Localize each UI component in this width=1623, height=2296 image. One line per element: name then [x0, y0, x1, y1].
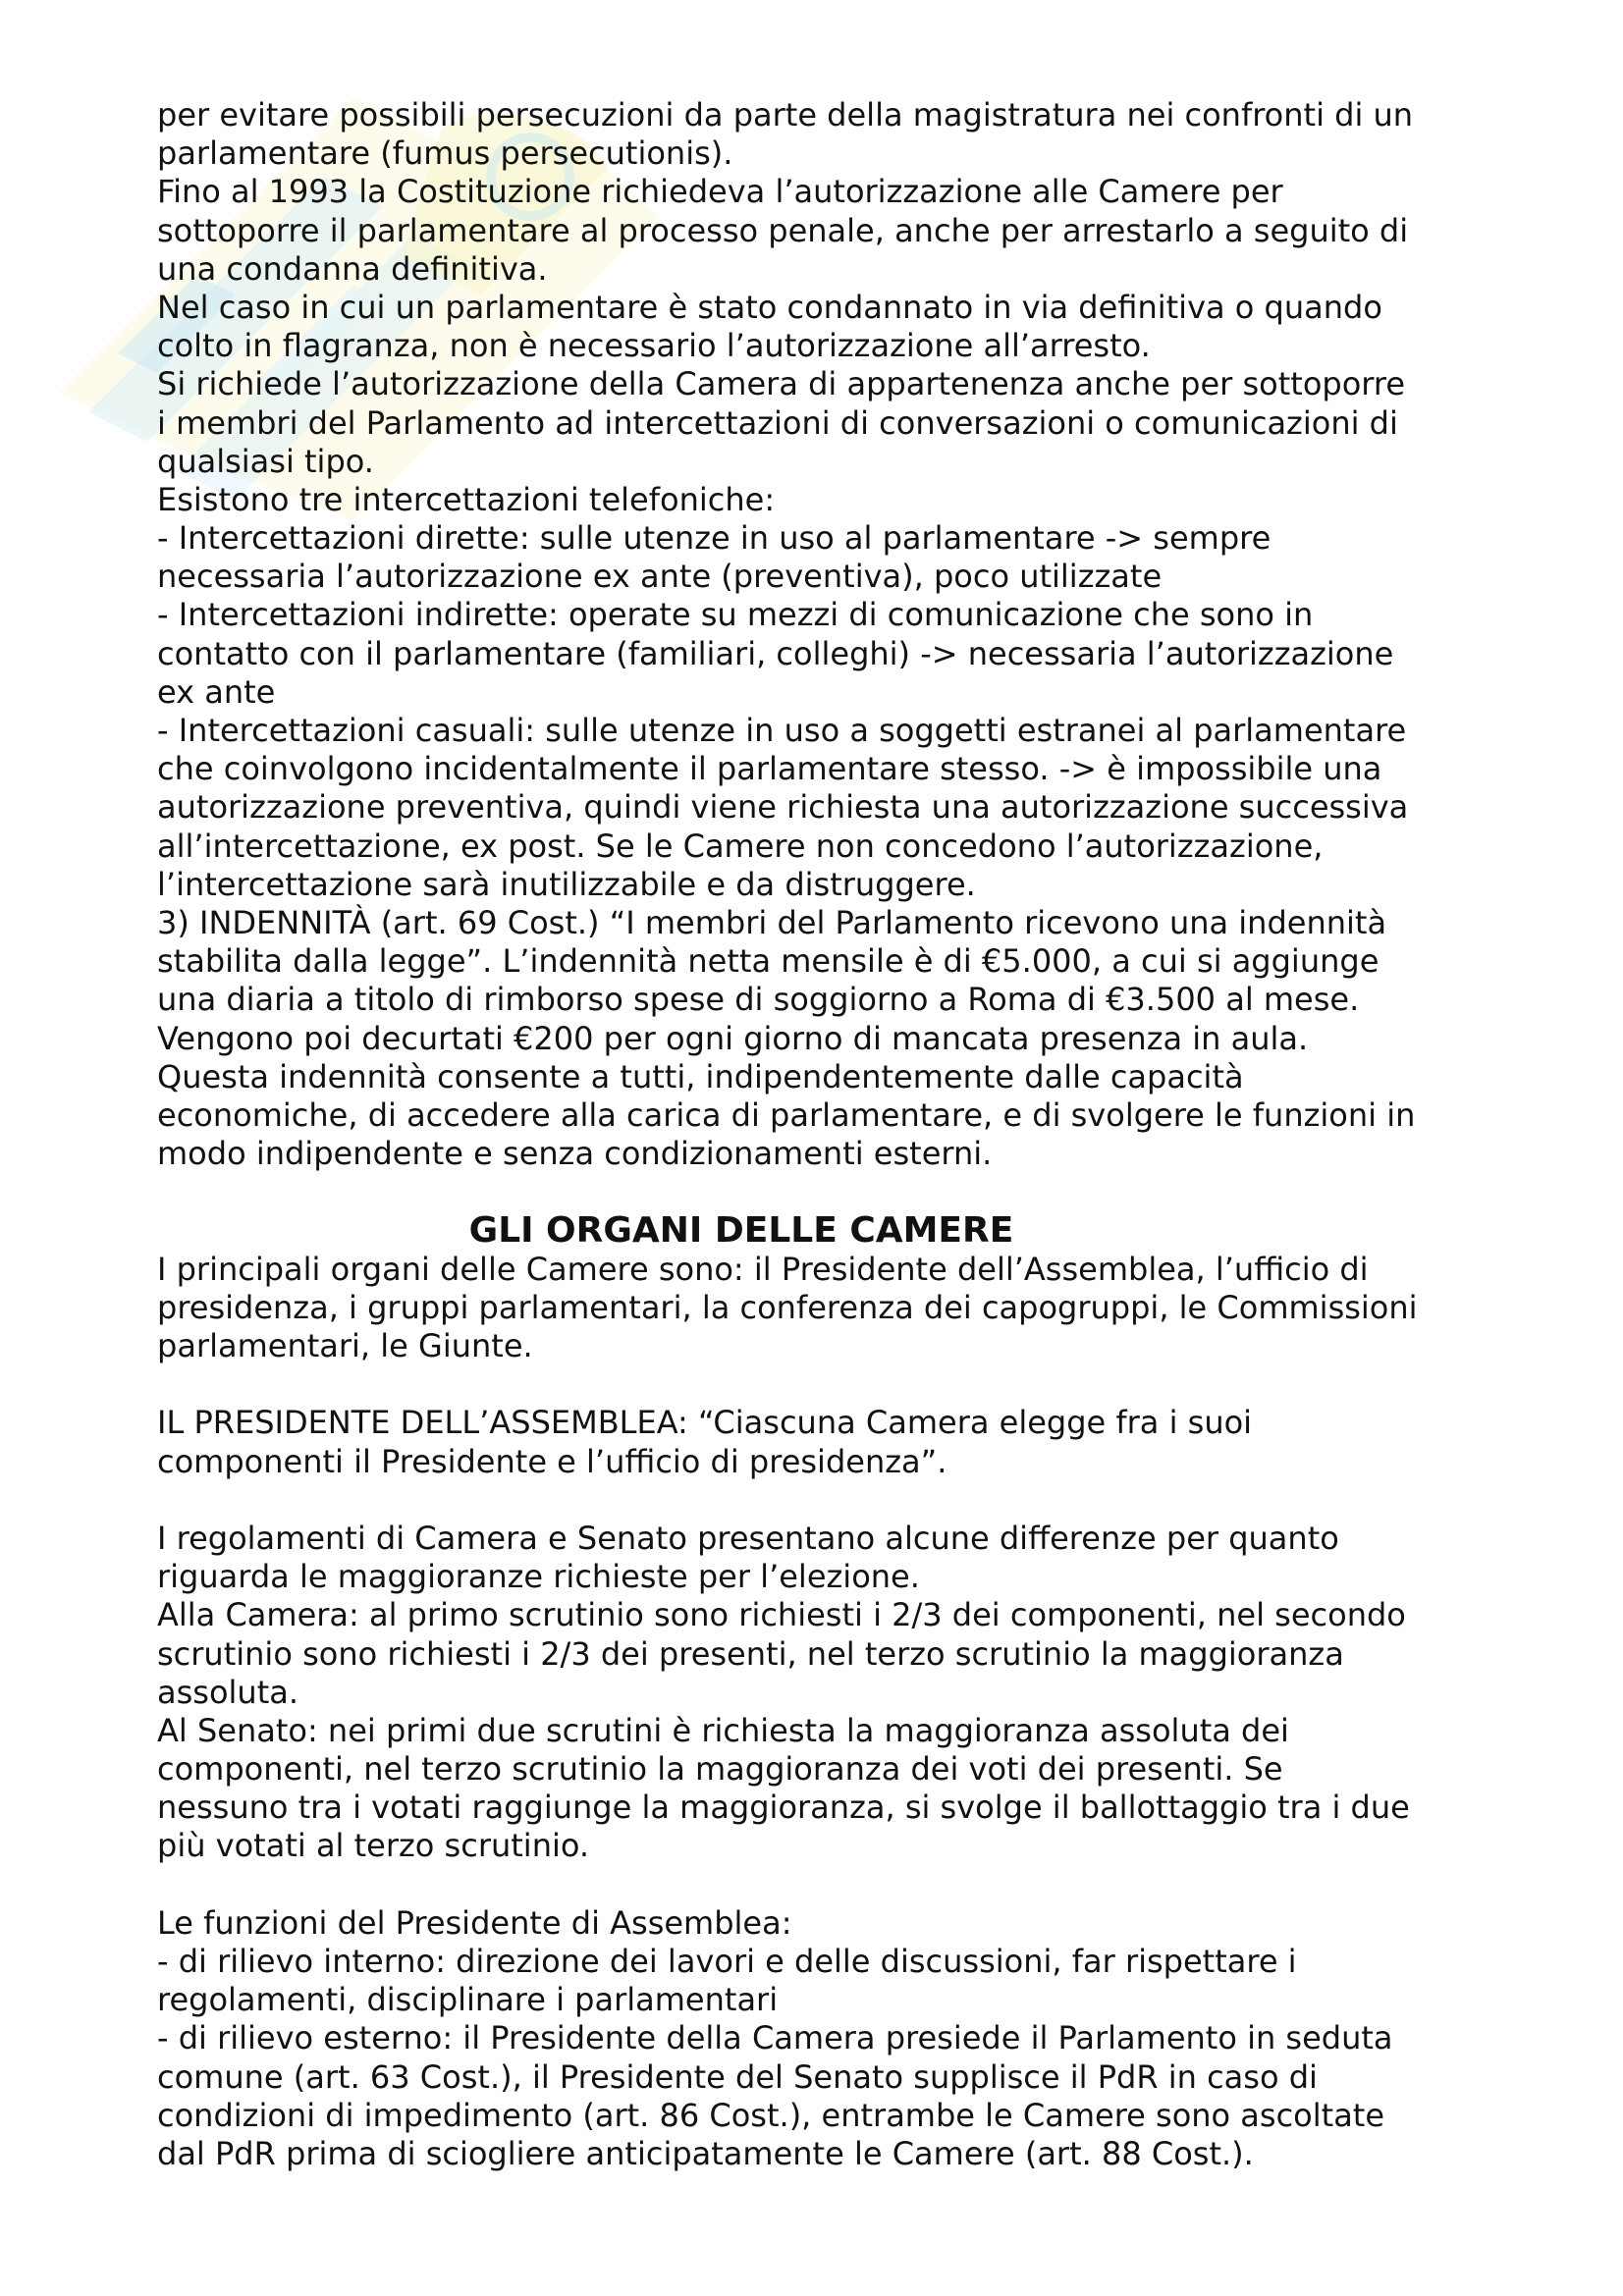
paragraph-spacer — [157, 1481, 1492, 1520]
text-line: che coinvolgono incidentalmente il parlamentare stesso. -> è impossibile una — [157, 750, 1382, 788]
text-line: scrutinio sono richiesti i 2/3 dei presenti, nel terzo scrutinio la maggioranza — [157, 1634, 1344, 1673]
text-line: necessaria l’autorizzazione ex ante (preventiva), poco utilizzate — [157, 558, 1163, 596]
text-line: Vengono poi decurtati €200 per ogni giorno di mancata presenza in aula. — [157, 1019, 1309, 1057]
text-line: IL PRESIDENTE DELL’ASSEMBLEA: “Ciascuna Camera elegge fra i suoi — [157, 1404, 1253, 1442]
text-line: Esistono tre intercettazioni telefoniche: — [157, 480, 776, 518]
text-line: comune (art. 63 Cost.), il Presidente del Senato supplisce il PdR in caso di — [157, 2057, 1318, 2096]
text-line: - di rilievo interno: direzione dei lavori e delle discussioni, far rispettare i — [157, 1943, 1297, 1980]
text-line: autorizzazione preventiva, quindi viene richiesta una autorizzazione successiva — [157, 788, 1409, 827]
section-heading: GLI ORGANI DELLE CAMERE — [468, 1210, 1014, 1252]
text-line: Alla Camera: al primo scrutinio sono richiesti i 2/3 dei componenti, nel secondo — [157, 1596, 1406, 1634]
text-line: Questa indennità consente a tutti, indipendentemente dalle capacità — [157, 1057, 1244, 1095]
text-line: l’intercettazione sarà inutilizzabile e da distruggere. — [157, 865, 976, 903]
text-line: riguarda le maggioranze richieste per l’elezione. — [157, 1558, 920, 1596]
text-line: una condanna definitiva. — [157, 249, 548, 288]
text-line: modo indipendente e senza condizionamenti esterni. — [157, 1135, 993, 1173]
text-line: colto in flagranza, non è necessario l’autorizzazione all’arresto. — [157, 327, 1151, 365]
presidente-paragraph — [157, 1404, 1492, 1480]
text-line: Fino al 1993 la Costituzione richiedeva l’autorizzazione alle Camere per — [157, 173, 1283, 211]
text-line: i membri del Parlamento ad intercettazioni di conversazioni o comunicazioni di — [157, 403, 1398, 442]
text-line: Nel caso in cui un parlamentare è stato condannato in via definitiva o quando — [157, 288, 1382, 326]
regolamenti-paragraph — [157, 1520, 1492, 1866]
text-line: componenti il Presidente e l’ufficio di presidenza”. — [157, 1442, 947, 1480]
text-line: stabilita dalla legge”. L’indennità netta mensile è di €5.000, a cui si aggiunge — [157, 942, 1380, 981]
text-line: 3) INDENNITÀ (art. 69 Cost.) “I membri del Parlamento ricevono una indennità — [157, 903, 1387, 941]
text-line: assoluta. — [157, 1673, 299, 1711]
text-line: parlamentare (fumus persecutionis). — [157, 134, 733, 173]
text-line: - di rilievo esterno: il Presidente della Camera presiede il Parlamento in seduta — [157, 2019, 1393, 2057]
text-line: ex ante — [157, 672, 276, 711]
text-line: sottoporre il parlamentare al processo penale, anche per arrestarlo a seguito di — [157, 211, 1409, 249]
text-line: I principali organi delle Camere sono: il Presidente dell’Assemblea, l’ufficio di — [157, 1250, 1369, 1288]
text-line: Le funzioni del Presidente di Assemblea: — [157, 1903, 792, 1942]
text-line: contatto con il parlamentare (familiari, colleghi) -> necessaria l’autorizzazione — [157, 634, 1394, 672]
text-line: condizioni di impedimento (art. 86 Cost.), entrambe le Camere sono ascoltate — [157, 2096, 1385, 2134]
text-line: dal PdR prima di sciogliere anticipatamente le Camere (art. 88 Cost.). — [157, 2134, 1254, 2172]
text-line: - Intercettazioni indirette: operate su mezzi di comunicazione che sono in — [157, 596, 1314, 634]
text-line: regolamenti, disciplinare i parlamentari — [157, 1981, 779, 2019]
text-line: economiche, di accedere alla carica di parlamentare, e di svolgere le funzioni in — [157, 1095, 1416, 1134]
text-line: una diaria a titolo di rimborso spese di soggiorno a Roma di €3.500 al mese. — [157, 981, 1360, 1019]
text-line: - Intercettazioni casuali: sulle utenze in uso a soggetti estranei al parlamentare — [157, 712, 1407, 749]
text-line: per evitare possibili persecuzioni da parte della magistratura nei confronti di un — [157, 96, 1414, 133]
text-line: Al Senato: nei primi due scrutini è richiesta la maggioranza assoluta dei — [157, 1711, 1289, 1749]
text-line: Si richiede l’autorizzazione della Camera di appartenenza anche per sottoporre — [157, 365, 1406, 403]
paragraph-spacer — [157, 1866, 1492, 1904]
text-line: all’intercettazione, ex post. Se le Camere non concedono l’autorizzazione, — [157, 827, 1324, 865]
funzioni-paragraph — [157, 1904, 1492, 2173]
text-line: - Intercettazioni dirette: sulle utenze in uso al parlamentare -> sempre — [157, 519, 1271, 558]
organi-paragraph — [157, 1251, 1492, 1366]
text-line: qualsiasi tipo. — [157, 442, 374, 480]
text-line: componenti, nel terzo scrutinio la maggioranza dei voti dei presenti. Se — [157, 1750, 1283, 1789]
text-line: nessuno tra i votati raggiunge la maggioranza, si svolge il ballottaggio tra i due — [157, 1789, 1410, 1827]
document-page — [157, 96, 1492, 2173]
text-line: I regolamenti di Camera e Senato presentano alcune differenze per quanto — [157, 1519, 1339, 1557]
paragraph-spacer — [157, 1365, 1492, 1404]
text-line: più votati al terzo scrutinio. — [157, 1827, 590, 1865]
text-line: parlamentari, le Giunte. — [157, 1327, 533, 1364]
intro-paragraphs — [157, 96, 1492, 1173]
text-line: presidenza, i gruppi parlamentari, la conferenza dei capogruppi, le Commissioni — [157, 1288, 1418, 1326]
